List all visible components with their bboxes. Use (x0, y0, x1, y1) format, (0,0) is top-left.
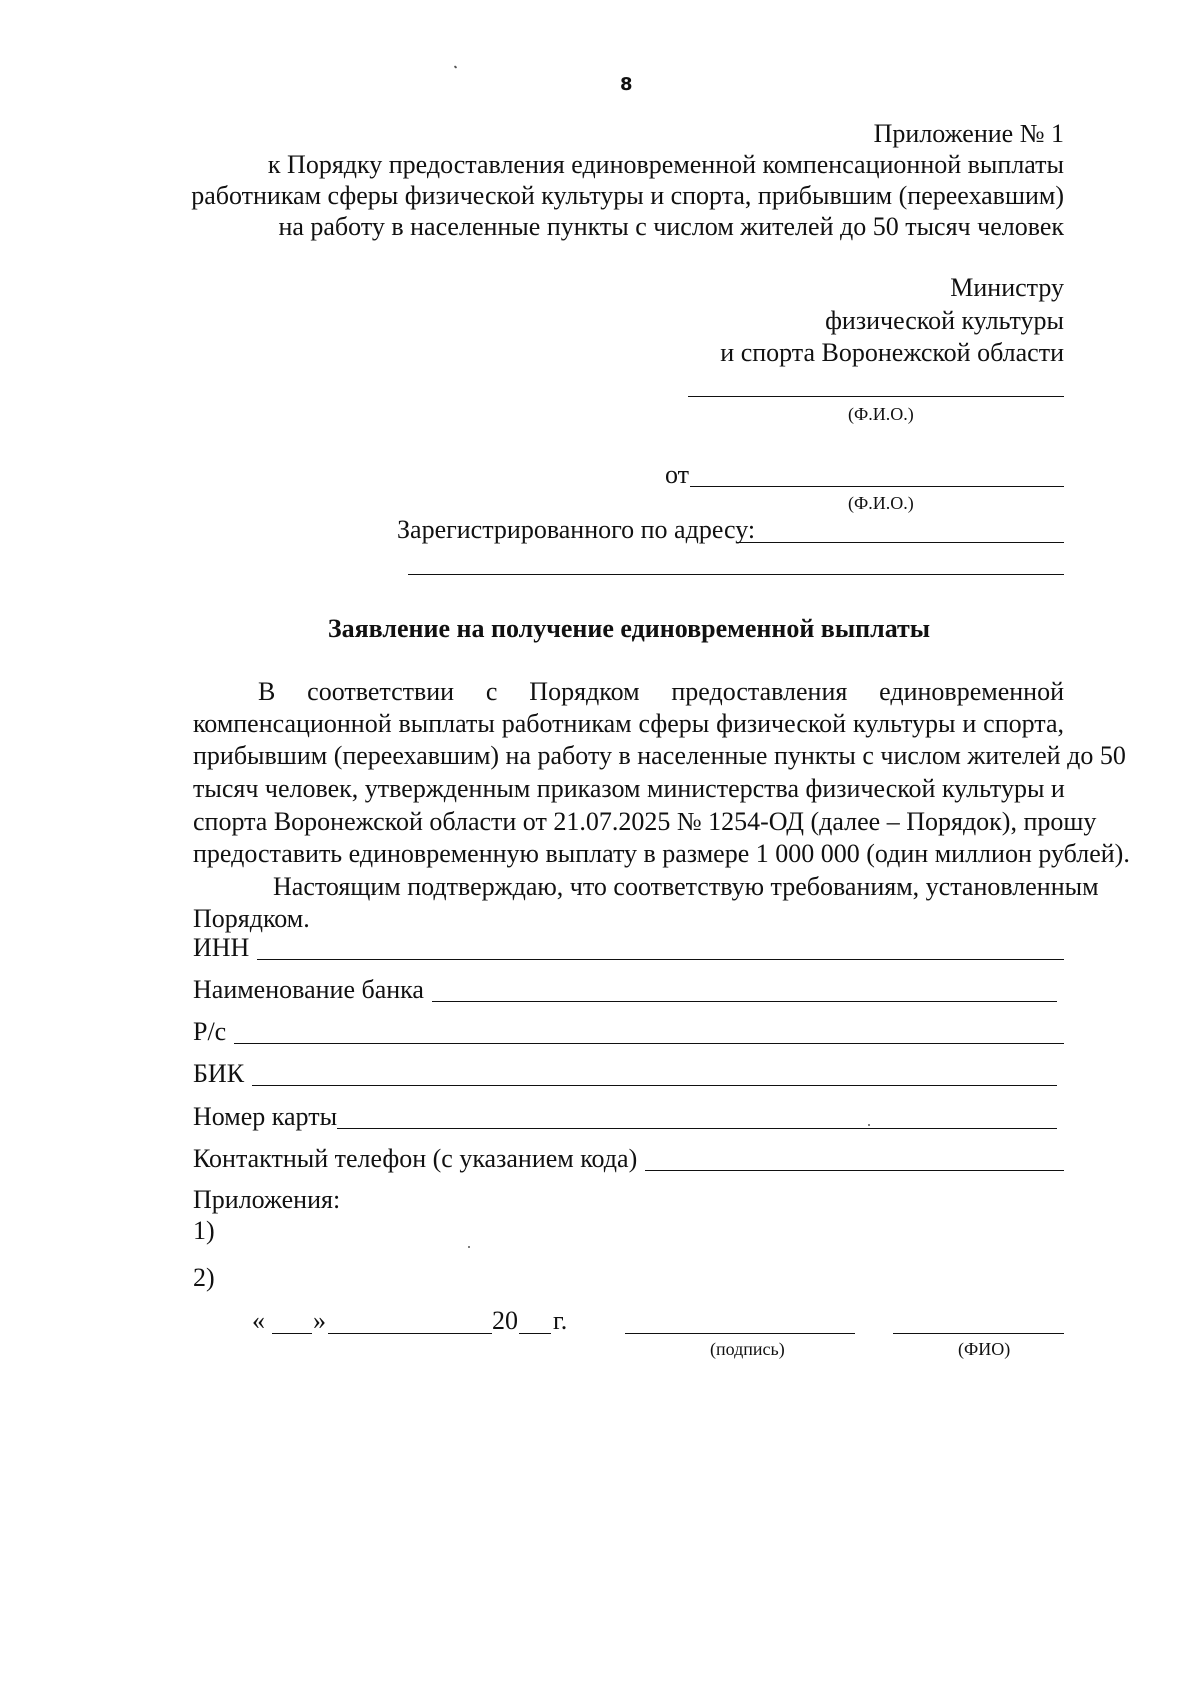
date-open-quote: « (252, 1306, 265, 1335)
document-heading: Заявление на получение единовременной выплаты (327, 614, 931, 643)
bik-input-line[interactable] (252, 1085, 1057, 1086)
name-line[interactable] (893, 1333, 1064, 1334)
attachments-label: Приложения: (193, 1185, 341, 1214)
card-field[interactable] (193, 1101, 1057, 1133)
name-caption: (ФИО) (958, 1339, 1011, 1359)
confirm-line-1: Настоящим подтверждаю, что соответствую требованиям, установленным (273, 872, 1099, 901)
card-label: Номер карты (193, 1102, 338, 1131)
body-word: единовременной (879, 677, 1064, 706)
scan-speck (868, 1124, 870, 1126)
address-label: Зарегистрированного по адресу: (397, 515, 756, 544)
scan-speck (468, 1246, 470, 1248)
body-line-1 (258, 676, 1064, 708)
attachment-item-2: 2) (193, 1263, 215, 1292)
date-year-suffix: г. (553, 1306, 568, 1335)
date-day-line[interactable] (272, 1333, 312, 1334)
appendix-title: Приложение № 1 (873, 119, 1064, 148)
bik-label: БИК (193, 1059, 245, 1088)
bank-label: Наименование банка (193, 975, 424, 1004)
appendix-line-1: к Порядку предоставления единовременной компенсационной выплаты (267, 150, 1064, 179)
bank-field[interactable] (193, 974, 1057, 1006)
body-word: предоставления (671, 677, 848, 706)
page-number: 8 (620, 74, 633, 95)
applicant-name-line[interactable] (690, 486, 1064, 487)
card-input-line[interactable] (337, 1128, 1057, 1129)
inn-field[interactable] (193, 932, 1064, 964)
body-word: соответствии (307, 677, 455, 706)
attachment-item-1: 1) (193, 1216, 215, 1245)
account-field[interactable] (193, 1016, 1064, 1048)
date-month-line[interactable] (328, 1333, 492, 1334)
body-line-4: тысяч человек, утвержденным приказом министерства физической культуры и (193, 774, 1065, 803)
body-word: В (258, 677, 276, 706)
address-line-2[interactable] (408, 574, 1064, 575)
phone-field[interactable] (193, 1143, 1064, 1175)
date-year-prefix: 20 (492, 1306, 518, 1335)
scan-speck (454, 65, 458, 69)
addressee-line-3: и спорта Воронежской области (720, 338, 1064, 367)
body-word: Порядком (529, 677, 640, 706)
signature-line[interactable] (625, 1333, 855, 1334)
addressee-line-2: физической культуры (825, 306, 1064, 335)
confirm-line-2: Порядком. (193, 904, 310, 933)
body-line-2: компенсационной выплаты работникам сферы физической культуры и спорта, (193, 709, 1064, 738)
signature-caption: (подпись) (710, 1339, 785, 1359)
address-line-1[interactable] (736, 542, 1064, 543)
addressee-line-1: Министру (950, 273, 1064, 302)
fio-caption-2: (Ф.И.О.) (848, 493, 914, 513)
body-line-3: прибывшим (переехавшим) на работу в населенные пункты с числом жителей до 50 (193, 741, 1126, 770)
inn-label: ИНН (193, 933, 250, 962)
inn-input-line[interactable] (257, 959, 1064, 960)
body-word: с (485, 677, 498, 706)
from-label: от (665, 460, 690, 489)
minister-name-line[interactable] (688, 396, 1064, 397)
date-close-quote: » (313, 1306, 326, 1335)
appendix-line-3: на работу в населенные пункты с числом жителей до 50 тысяч человек (278, 212, 1064, 241)
fio-caption-1: (Ф.И.О.) (848, 404, 914, 424)
phone-input-line[interactable] (645, 1170, 1064, 1171)
bik-field[interactable] (193, 1058, 1057, 1090)
account-input-line[interactable] (234, 1043, 1064, 1044)
body-line-5: спорта Воронежской области от 21.07.2025 № 1254-ОД (далее – Порядок), прошу (193, 807, 1097, 836)
account-label: Р/с (193, 1017, 227, 1046)
date-year-line[interactable] (519, 1333, 551, 1334)
phone-label: Контактный телефон (с указанием кода) (193, 1144, 638, 1173)
bank-input-line[interactable] (432, 1001, 1057, 1002)
body-line-6: предоставить единовременную выплату в размере 1 000 000 (один миллион рублей). (193, 839, 1130, 868)
appendix-line-2: работникам сферы физической культуры и спорта, прибывшим (переехавшим) (191, 181, 1064, 210)
